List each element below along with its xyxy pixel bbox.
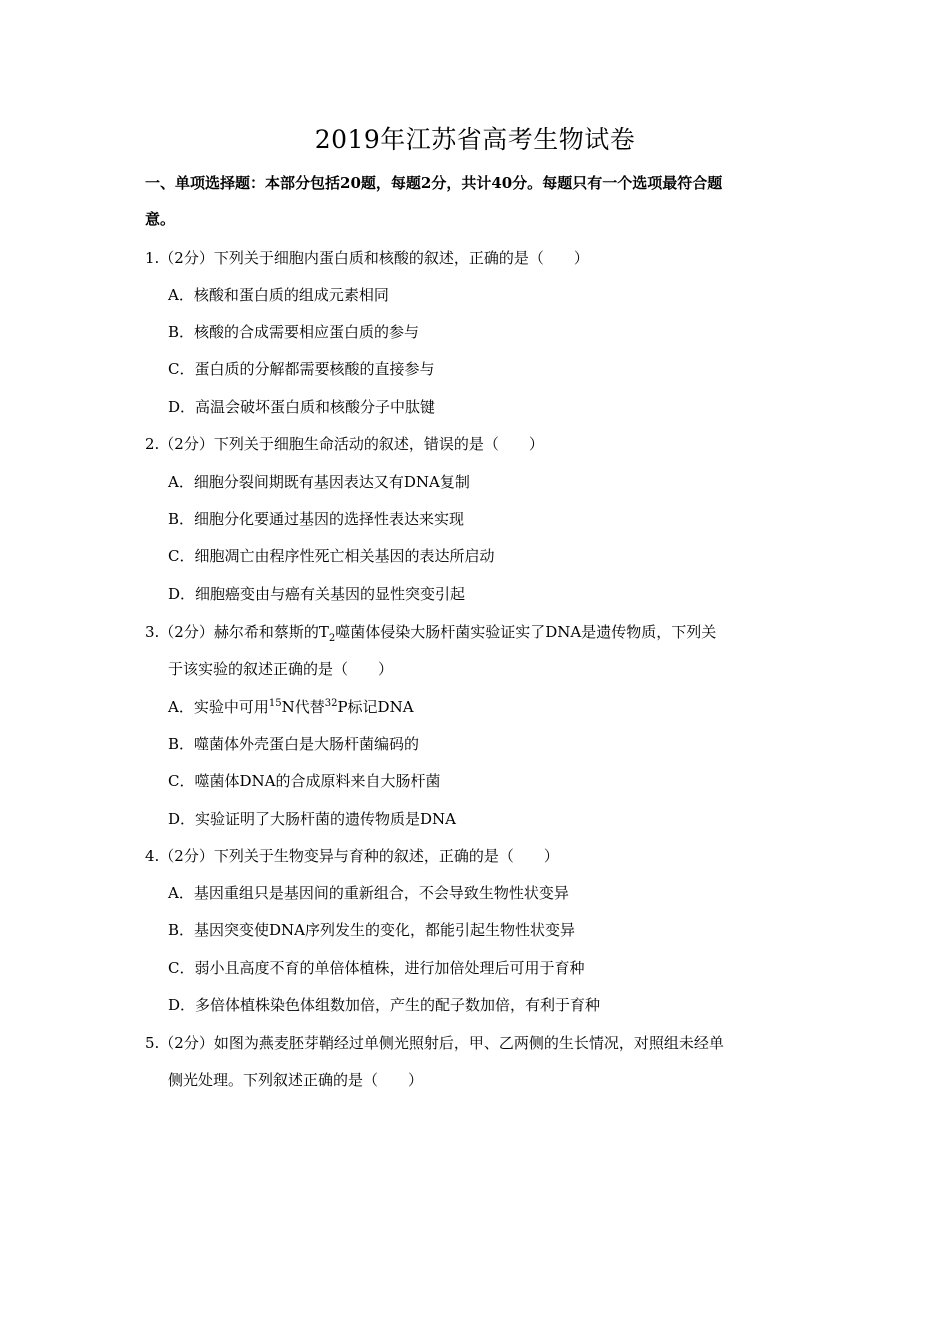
question-3-stem-part-2: 噬菌体侵染大肠杆菌实验证实了DNA是遗传物质，下列关 (335, 623, 717, 641)
section-heading-line-1: 一、单项选择题：本部分包括20题，每题2分，共计40分。每题只有一个选项最符合题 (145, 174, 723, 192)
question-3-option-a (168, 694, 414, 720)
question-1-stem: 1.（2分）下列关于细胞内蛋白质和核酸的叙述，正确的是（ ） (145, 249, 589, 267)
question-5-stem-line-2: 侧光处理。下列叙述正确的是（ ） (168, 1071, 424, 1089)
question-3-option-a-part-3: P标记DNA (337, 698, 414, 716)
question-3-subscript: 2 (328, 633, 336, 644)
question-1-option-b: B．核酸的合成需要相应蛋白质的参与 (168, 323, 420, 341)
question-4-option-d: D．多倍体植株染色体组数加倍，产生的配子数加倍，有利于育种 (168, 996, 601, 1014)
question-1-option-d: D．高温会破坏蛋白质和核酸分子中肽键 (168, 398, 436, 416)
question-3-option-d: D．实验证明了大肠杆菌的遗传物质是DNA (168, 810, 457, 828)
question-3-option-a-part-2: N代替 (281, 698, 325, 716)
question-4-option-b: B．基因突变使DNA序列发生的变化，都能引起生物性状变异 (168, 921, 576, 939)
question-4-option-a: A．基因重组只是基因间的重新组合，不会导致生物性状变异 (168, 884, 569, 902)
question-3-option-b: B．噬菌体外壳蛋白是大肠杆菌编码的 (168, 735, 420, 753)
question-2-option-c: C．细胞凋亡由程序性死亡相关基因的表达所启动 (168, 547, 495, 565)
question-5-stem: 5.（2分）如图为燕麦胚芽鞘经过单侧光照射后，甲、乙两侧的生长情况，对照组未经单 (145, 1034, 724, 1052)
question-3-option-a-sup-2: 32 (324, 698, 338, 709)
question-2-option-a: A．细胞分裂间期既有基因表达又有DNA复制 (168, 473, 470, 491)
question-4-option-c: C．弱小且高度不育的单倍体植株，进行加倍处理后可用于育种 (168, 959, 585, 977)
question-2-option-b: B．细胞分化要通过基因的选择性表达来实现 (168, 510, 465, 528)
question-3-stem (145, 619, 716, 645)
question-3-option-c: C．噬菌体DNA的合成原料来自大肠杆菌 (168, 772, 441, 790)
question-1-option-a: A．核酸和蛋白质的组成元素相同 (168, 286, 389, 304)
question-3-stem-part-1: 3.（2分）赫尔希和蔡斯的T (145, 623, 329, 641)
question-4-stem: 4.（2分）下列关于生物变异与育种的叙述，正确的是（ ） (145, 847, 559, 865)
section-heading-line-2: 意。 (145, 210, 176, 228)
question-2-option-d: D．细胞癌变由与癌有关基因的显性突变引起 (168, 585, 466, 603)
question-3-option-a-sup-1: 15 (268, 698, 282, 709)
question-3-stem-line-2: 于该实验的叙述正确的是（ ） (168, 660, 394, 678)
question-2-stem: 2.（2分）下列关于细胞生命活动的叙述，错误的是（ ） (145, 435, 544, 453)
question-3-option-a-part-1: A．实验中可用 (168, 698, 269, 716)
page-title: 2019年江苏省高考生物试卷 (314, 125, 636, 154)
question-1-option-c: C．蛋白质的分解都需要核酸的直接参与 (168, 360, 435, 378)
